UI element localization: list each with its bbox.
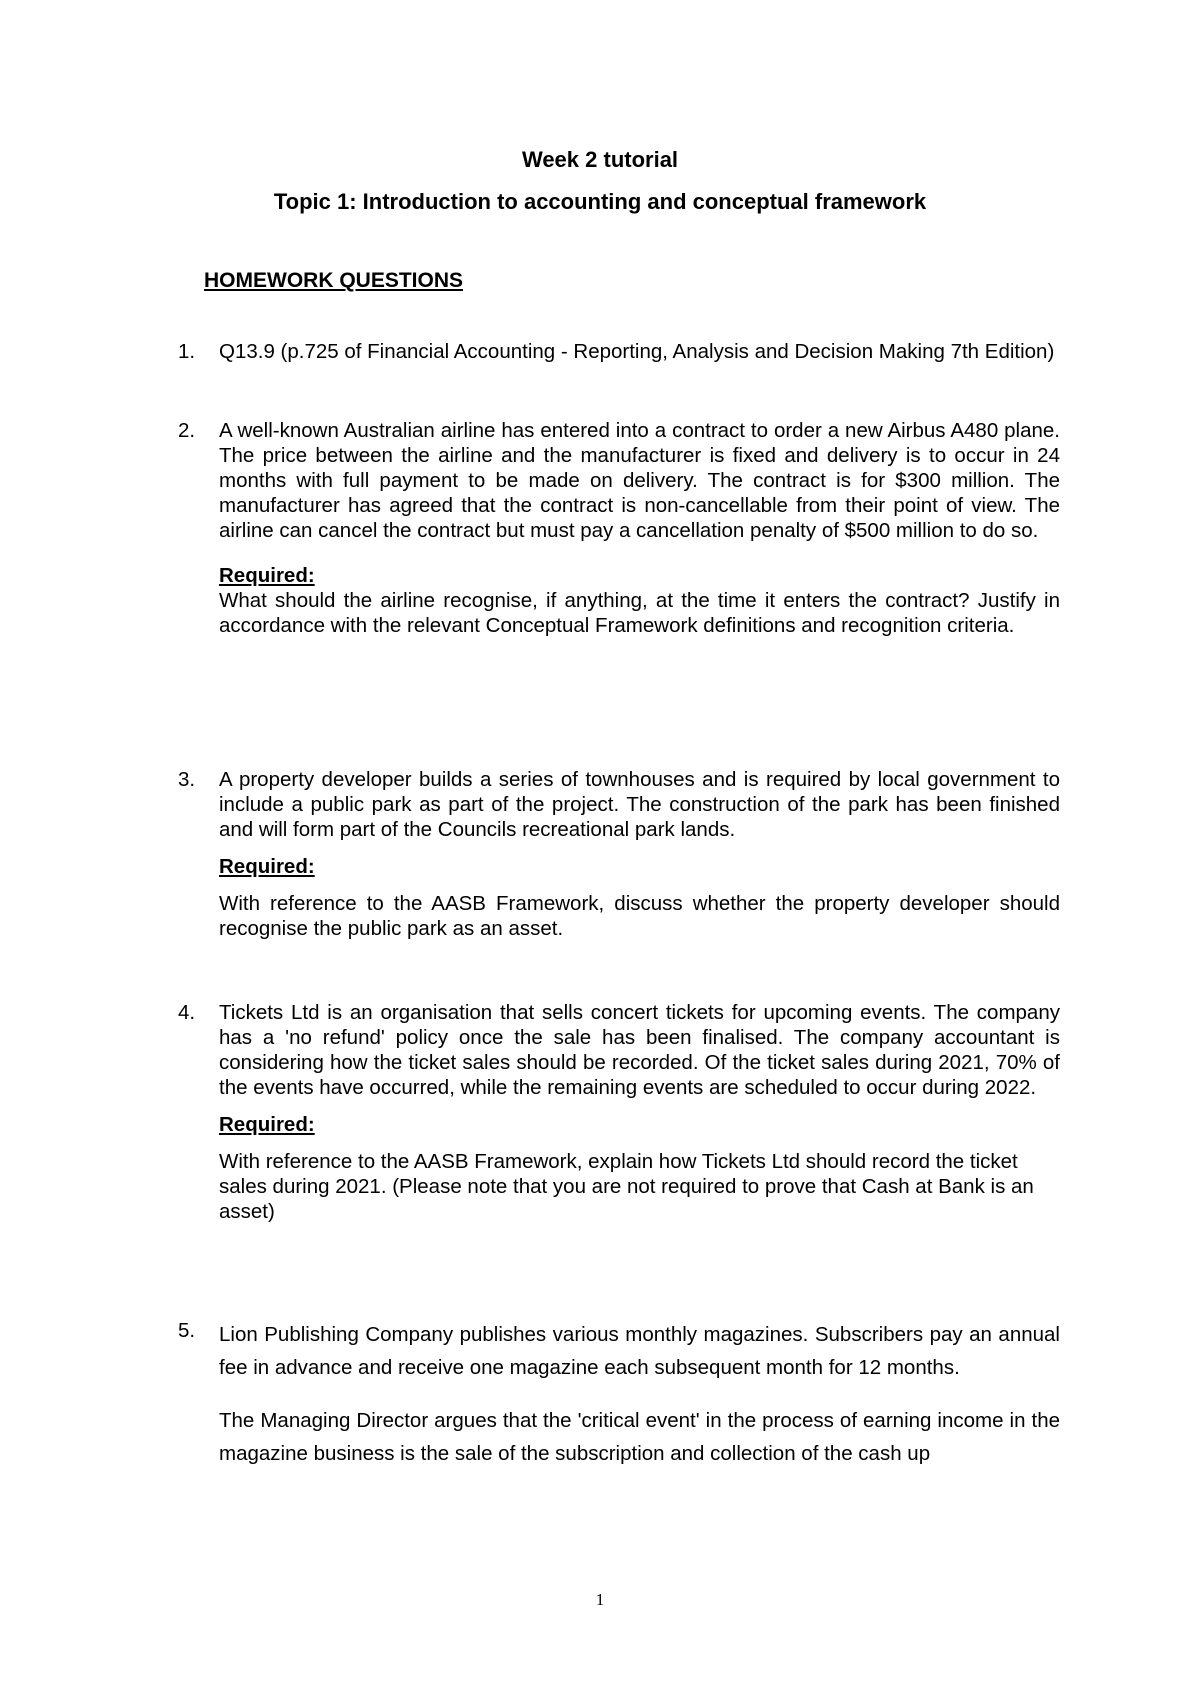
section-heading: HOMEWORK QUESTIONS	[204, 269, 464, 292]
document-subtitle: Topic 1: Introduction to accounting and conceptual framework	[273, 189, 927, 214]
question-text: A property developer builds a series of townhouses and is required by local government to include a public park as part of the project. The construction of the park has been finished and will form part of the Councils recreational park lands.	[219, 768, 1060, 841]
page-number: 1	[595, 1590, 605, 1609]
question-text: Lion Publishing Company publishes various monthly magazines. Subscribers pay an annual fee in advance and receive one magazine each subsequent month for 12 months.	[219, 1323, 1060, 1379]
question-text: Q13.9 (p.725 of Financial Accounting - Reporting, Analysis and Decision Making 7th Edition)	[219, 340, 1055, 363]
document-title: Week 2 tutorial	[521, 147, 679, 172]
question-5	[178, 1318, 1060, 1470]
question-text: A well-known Australian airline has entered into a contract to order a new Airbus A480 plane. The price between the airline and the manufacturer is fixed and delivery is to occur in 24 months with full payment to be made on delivery. The contract is for $300 million. The manufacturer has agreed that the contract is non-cancellable from their point of view. The airline can cancel the contract but must pay a cancellation penalty of $500 million to do so.	[219, 419, 1060, 542]
question-number: 2.	[178, 419, 196, 442]
required-label: Required:	[219, 1113, 315, 1136]
required-text: What should the airline recognise, if anything, at the time it enters the contract? Justify in accordance with the relevant Conceptual Framework definitions and recognition criteria.	[219, 589, 1060, 637]
required-label: Required:	[219, 564, 315, 587]
required-text: With reference to the AASB Framework, discuss whether the property developer should recognise the public park as an asset.	[219, 892, 1060, 940]
question-number: 1.	[178, 340, 196, 363]
required-text: With reference to the AASB Framework, explain how Tickets Ltd should record the ticket sales during 2021. (Please note that you are not required to prove that Cash at Bank is an asset)	[219, 1150, 1034, 1223]
required-label: Required:	[219, 855, 315, 878]
question-number: 4.	[178, 1001, 196, 1024]
question-1	[178, 339, 1060, 364]
question-text-continued: The Managing Director argues that the 'critical event' in the process of earning income in the magazine business is the sale of the subscription and collection of the cash up	[219, 1409, 1060, 1465]
question-text: Tickets Ltd is an organisation that sells concert tickets for upcoming events. The company has a 'no refund' policy once the sale has been finalised. The company accountant is considering how the ticket sales should be recorded. Of the ticket sales during 2021, 70% of the events have occurred, while the remaining events are scheduled to occur during 2022.	[219, 1001, 1060, 1099]
question-3	[178, 767, 1060, 941]
question-4	[178, 1000, 1060, 1224]
question-number: 3.	[178, 768, 196, 791]
question-number: 5.	[178, 1319, 196, 1342]
question-2	[178, 418, 1060, 638]
